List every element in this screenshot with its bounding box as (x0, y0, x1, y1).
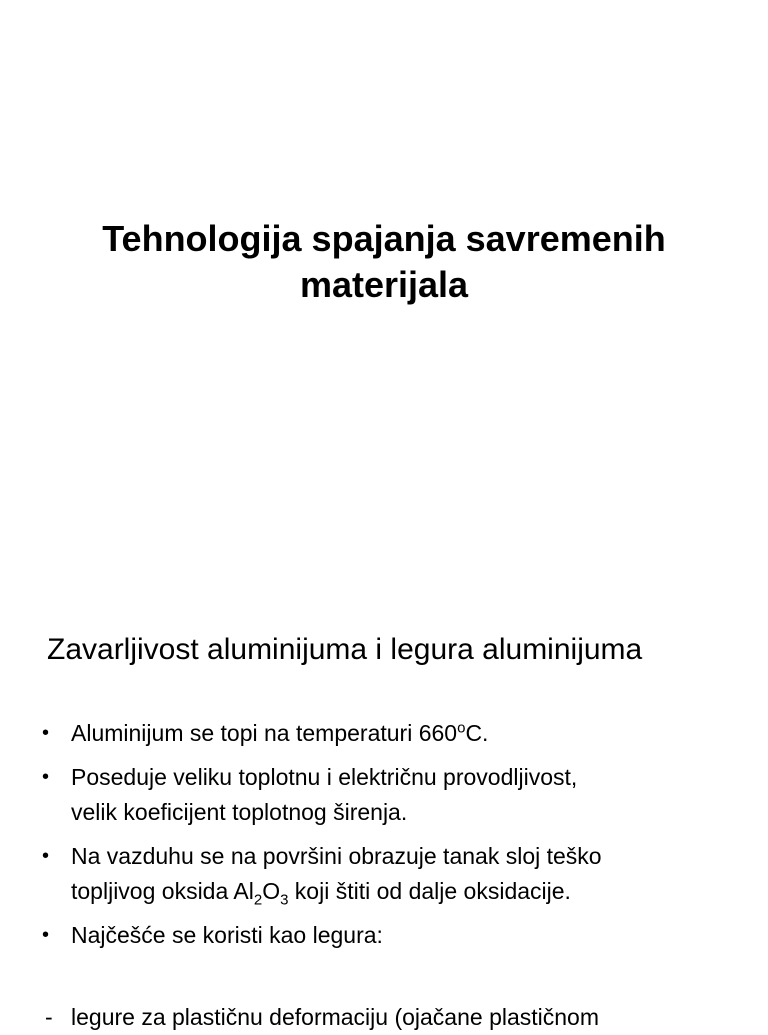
bullet-text-line-2-post: koji štiti od dalje oksidacije. (288, 878, 571, 904)
bullet-icon: • (42, 845, 50, 867)
bullet-text-line-1: Poseduje veliku toplotnu i električnu provodljivost, (71, 764, 578, 790)
dash-text: legure za plastičnu deformaciju (ojačane plastičnom (71, 1004, 600, 1030)
bullet-text-suffix: C. (465, 720, 489, 746)
bullet-item-conductivity (42, 760, 732, 830)
bullet-text-line-2-pre: topljivog oksida Al (71, 878, 254, 904)
bullet-text-mid: O (262, 878, 281, 904)
degree-superscript: o (457, 719, 466, 737)
slide-title-line-2: materijala (299, 264, 469, 306)
bullet-item-oxide-layer (42, 839, 732, 909)
dash-icon: - (45, 1004, 53, 1030)
subscript-2: 2 (253, 891, 263, 909)
bullet-icon: • (42, 766, 50, 788)
bullet-icon: • (42, 924, 50, 946)
dash-item-alloy-types (45, 1000, 745, 1035)
bullet-item-melting-point (42, 716, 732, 751)
bullet-text: Aluminijum se topi na temperaturi 660 (71, 720, 458, 746)
bullet-text-line-1: Na vazduhu se na površini obrazuje tanak sloj teško (71, 843, 602, 869)
slide-title-line-1: Tehnologija spajanja savremenih (102, 218, 666, 260)
slide-title (40, 216, 728, 308)
bullet-list (42, 716, 732, 962)
bullet-text: Najčešće se koristi kao legura: (71, 922, 383, 948)
bullet-item-alloy-usage (42, 918, 732, 953)
section-heading: Zavarljivost aluminijuma i legura aluminijuma (47, 633, 643, 666)
bullet-text-line-2: velik koeficijent toplotnog širenja. (71, 799, 408, 825)
subscript-3: 3 (280, 891, 289, 909)
bullet-icon: • (42, 722, 50, 744)
